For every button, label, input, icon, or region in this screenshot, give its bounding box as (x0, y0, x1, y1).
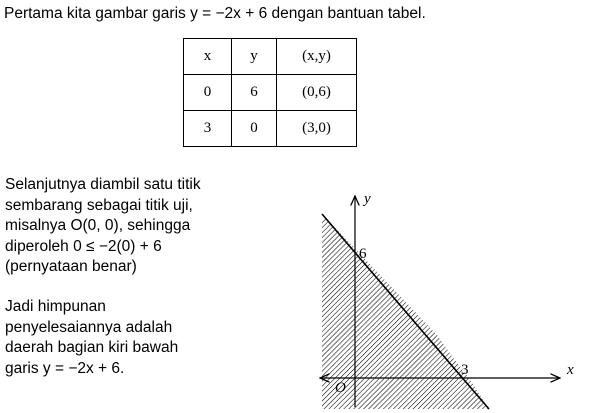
intro-text: Pertama kita gambar garis y = −2x + 6 dengan bantuan tabel. (4, 5, 426, 22)
table-cell: (3,0) (277, 111, 357, 147)
paragraph-line: (pernyataan benar) (5, 258, 137, 275)
paragraph-line: diperoleh 0 ≤ −2(0) + 6 (5, 237, 162, 255)
paragraph-line: sembarang sebagai titik uji, (5, 196, 193, 214)
origin-label: O (335, 380, 346, 396)
x-intercept-label: 3 (461, 362, 469, 378)
header-y: y (232, 39, 277, 75)
paragraph-line: Jadi himpunan (5, 298, 106, 315)
x-axis-label: x (567, 362, 574, 378)
header-xy: (x,y) (277, 39, 357, 75)
paragraph-line: misalnya O(0, 0), sehingga (5, 217, 191, 234)
table-cell: 6 (232, 75, 277, 111)
paragraph-line: daerah bagian kiri bawah (5, 339, 179, 356)
paragraph-line: Selanjutnya diambil satu titik (5, 176, 201, 193)
y-intercept-label: 6 (359, 246, 367, 262)
header-x: x (184, 39, 232, 75)
paragraph-line: penyelesaiannya adalah (5, 318, 173, 336)
y-axis-label: y (364, 191, 371, 207)
table-cell: 0 (232, 111, 277, 147)
paragraph-line: garis y = −2x + 6. (5, 359, 125, 377)
table-cell: (0,6) (277, 75, 357, 111)
table-cell: 0 (184, 75, 232, 111)
table-cell: 3 (184, 111, 232, 147)
